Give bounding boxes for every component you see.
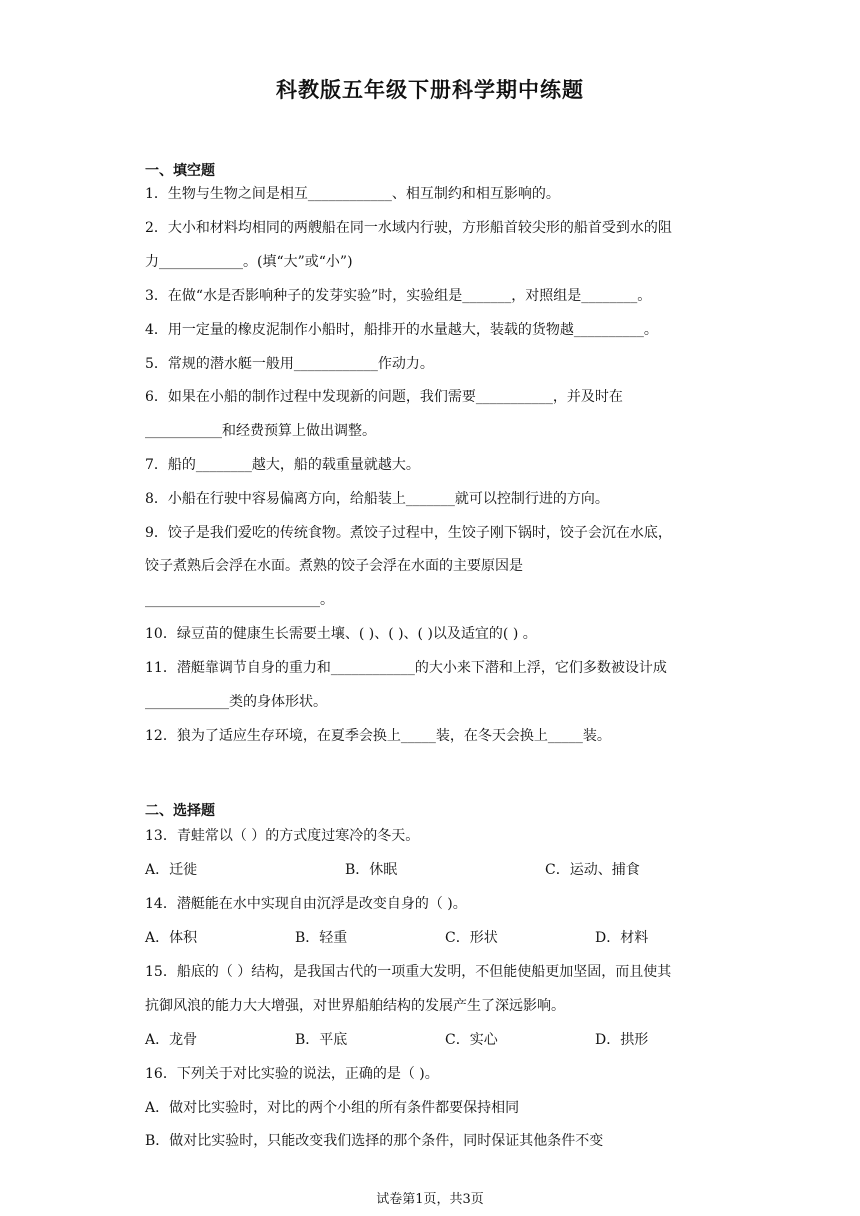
q14-option-d: D．材料 (595, 930, 649, 946)
question-2-line-1: 2．大小和材料均相同的两艘船在同一水域内行驶，方形船首较尖形的船首受到水的阻 (145, 220, 672, 236)
question-12: 12．狼为了适应生存环境，在夏季会换上_____装，在冬天会换上_____装。 (145, 728, 611, 744)
question-5: 5．常规的潜水艇一般用____________作动力。 (145, 356, 434, 372)
question-6-line-1: 6．如果在小船的制作过程中发现新的问题，我们需要___________，并及时在 (145, 389, 623, 405)
q15-option-d: D．拱形 (595, 1032, 649, 1048)
section-heading-choice: 二、选择题 (145, 803, 215, 819)
question-8: 8．小船在行驶中容易偏离方向，给船装上_______就可以控制行进的方向。 (145, 491, 609, 507)
question-13: 13．青蛙常以（ ）的方式度过寒冷的冬天。 (145, 828, 420, 844)
page-title: 科教版五年级下册科学期中练题 (276, 78, 584, 102)
question-11-line-2: ____________类的身体形状。 (145, 694, 327, 710)
q14-option-b: B．轻重 (295, 930, 348, 946)
question-2-line-2: 力____________。(填“大”或“小”) (145, 254, 353, 270)
question-6-line-2: ___________和经费预算上做出调整。 (145, 423, 376, 439)
question-14: 14．潜艇能在水中实现自由沉浮是改变自身的（ )。 (145, 896, 467, 912)
question-11-line-1: 11．潜艇靠调节自身的重力和____________的大小来下潜和上浮，它们多数被设计成 (145, 660, 667, 676)
q14-option-c: C．形状 (445, 930, 498, 946)
q15-option-c: C．实心 (445, 1032, 498, 1048)
question-7: 7．船的________越大，船的载重量就越大。 (145, 457, 420, 473)
q13-option-c: C．运动、捕食 (545, 862, 640, 878)
section-heading-fill: 一、填空题 (145, 163, 215, 179)
q13-option-b: B．休眠 (345, 862, 398, 878)
question-16: 16．下列关于对比实验的说法，正确的是（ )。 (145, 1066, 439, 1082)
q14-option-a: A．体积 (145, 930, 198, 946)
question-15-line-2: 抗御风浪的能力大大增强，对世界船舶结构的发展产生了深远影响。 (145, 998, 565, 1014)
question-9-line-2: 饺子煮熟后会浮在水面。煮熟的饺子会浮在水面的主要原因是 (145, 558, 523, 574)
page-footer: 试卷第1页，共3页 (376, 1192, 484, 1207)
question-9-line-1: 9．饺子是我们爱吃的传统食物。煮饺子过程中，生饺子刚下锅时，饺子会沉在水底， (145, 525, 672, 541)
question-10: 10．绿豆苗的健康生长需要土壤、( )、( )、( )以及适宜的( ) 。 (145, 626, 537, 642)
q15-option-b: B．平底 (295, 1032, 348, 1048)
question-3: 3．在做“水是否影响种子的发芽实验”时，实验组是_______，对照组是________。 (145, 288, 652, 304)
q16-option-b: B．做对比实验时，只能改变我们选择的那个条件，同时保证其他条件不变 (145, 1133, 604, 1149)
question-9-line-3: _________________________。 (145, 592, 334, 608)
q16-option-a: A．做对比实验时，对比的两个小组的所有条件都要保持相同 (145, 1100, 520, 1116)
question-15-line-1: 15．船底的（ ）结构，是我国古代的一项重大发明，不但能使船更加坚固，而且使其 (145, 964, 672, 980)
q15-option-a: A．龙骨 (145, 1032, 198, 1048)
question-4: 4．用一定量的橡皮泥制作小船时，船排开的水量越大，装载的货物越__________。 (145, 322, 658, 338)
q13-option-a: A．迁徙 (145, 862, 198, 878)
question-1: 1．生物与生物之间是相互____________、相互制约和相互影响的。 (145, 186, 560, 202)
